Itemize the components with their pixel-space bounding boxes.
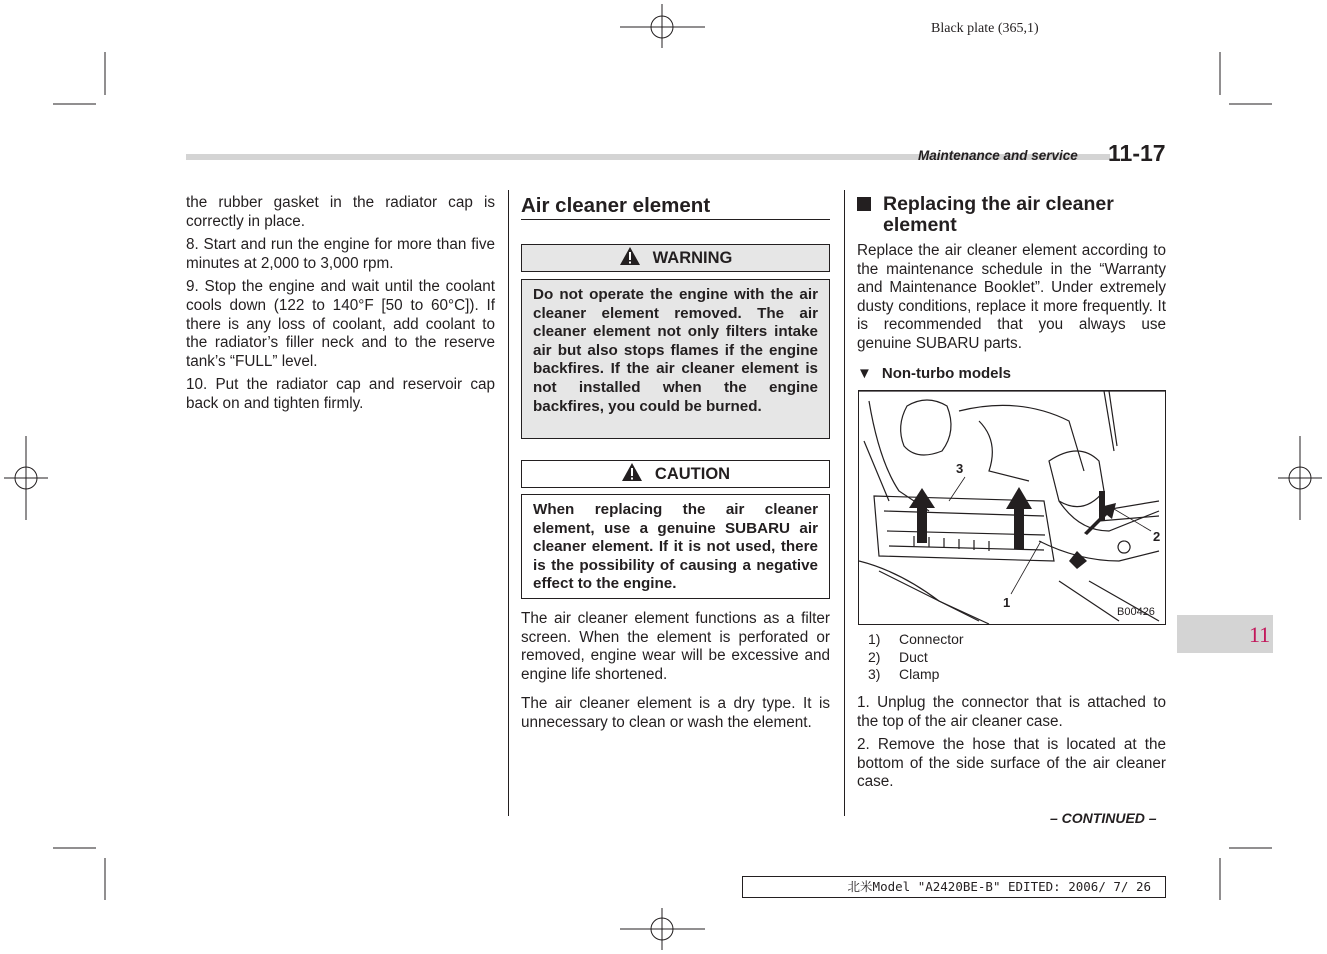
intro-paragraph bbox=[857, 242, 1166, 359]
legend-label: Connector bbox=[899, 631, 964, 647]
caution-text: When replacing the air cleaner element, use a genuine SUBARU air cleaner element. If it is not used, there is the possibility of causing a negative effect to the engine. bbox=[521, 494, 830, 599]
column-divider bbox=[508, 190, 509, 816]
legend-label: Clamp bbox=[899, 666, 940, 682]
steps bbox=[857, 694, 1166, 797]
heading-line-2: element bbox=[883, 214, 957, 236]
square-bullet-icon bbox=[857, 197, 871, 211]
paragraph: The air cleaner element functions as a filter screen. When the element is perforated or removed, engine wear will be excessive and engine life shortened. bbox=[521, 610, 830, 683]
step-9: 9. Stop the engine and wait until the coolant cools down (122 to 140°F [50 to 60°C]). If there is any loss of coolant, add coolant to the radiator’s filler neck and to the reserve tank’s “FULL” level. bbox=[186, 278, 495, 370]
callout-3: 3 bbox=[956, 461, 964, 476]
footer-edit-info: 北米Model "A2420BE-B" EDITED: 2006/ 7/ 26 bbox=[742, 876, 1166, 898]
subheading bbox=[857, 365, 1011, 382]
heading-line-1: Replacing the air cleaner bbox=[883, 193, 1114, 215]
legend-num: 3) bbox=[868, 666, 881, 682]
legend-item bbox=[868, 666, 964, 684]
intro-text: Replace the air cleaner element according to the maintenance schedule in the “Warranty and Maintenance Booklet”. Under extremely dusty conditions, replace it more frequently. It is recommended that you always use genuine SUBARU parts. bbox=[857, 242, 1166, 352]
step-2: 2. Remove the hose that is located at the bottom of the side surface of the air cleaner case. bbox=[857, 736, 1166, 791]
step-1: 1. Unplug the connector that is attached to the top of the air cleaner case. bbox=[857, 694, 1166, 730]
caution-triangle-icon bbox=[621, 462, 643, 482]
column-divider bbox=[844, 190, 845, 816]
warning-triangle-icon bbox=[619, 246, 641, 266]
callout-1: 1 bbox=[1003, 595, 1011, 610]
warning-text: Do not operate the engine with the air cleaner element removed. The air cleaner element not only filters intake air but also stops flames if the engine backfires. If the air cleaner element is not installed when the engine backfires, you could be burned. bbox=[521, 279, 830, 439]
figure-code: B00426 bbox=[1117, 606, 1155, 618]
continued-label: – CONTINUED – bbox=[1050, 810, 1157, 826]
page-number: 11-17 bbox=[1108, 140, 1166, 166]
step-8: 8. Start and run the engine for more than five minutes at 2,000 to 3,000 rpm. bbox=[186, 236, 495, 272]
legend-num: 2) bbox=[868, 648, 881, 665]
chapter-tab-number: 11 bbox=[1249, 622, 1271, 647]
plate-label: Black plate (365,1) bbox=[931, 21, 1039, 36]
paragraph: the rubber gasket in the radiator cap is correctly in place. bbox=[186, 194, 495, 230]
heading-air-cleaner: Air cleaner element bbox=[521, 194, 830, 220]
heading-replacing bbox=[857, 194, 1167, 236]
callout-2: 2 bbox=[1153, 529, 1161, 544]
engine-illustration bbox=[859, 391, 1165, 624]
legend-num: 1) bbox=[868, 631, 881, 647]
figure-legend bbox=[868, 631, 964, 684]
paragraph: The air cleaner element is a dry type. It is unnecessary to clean or wash the element. bbox=[521, 695, 830, 731]
legend-label: Duct bbox=[899, 648, 928, 665]
subheading-label: Non-turbo models bbox=[881, 365, 1012, 382]
step-10: 10. Put the radiator cap and reservoir cap back on and tighten firmly. bbox=[186, 376, 495, 412]
warning-label: WARNING bbox=[652, 249, 733, 267]
air-cleaner-figure bbox=[858, 390, 1166, 625]
column-2-body bbox=[521, 610, 830, 738]
column-1 bbox=[186, 194, 495, 419]
section-title: Maintenance and service bbox=[918, 148, 1078, 163]
caution-header bbox=[521, 460, 830, 488]
legend-item bbox=[868, 649, 964, 667]
warning-header bbox=[521, 244, 830, 272]
triangle-down-icon: ▼ bbox=[857, 365, 872, 382]
legend-item bbox=[868, 631, 964, 649]
caution-label: CAUTION bbox=[654, 465, 731, 483]
